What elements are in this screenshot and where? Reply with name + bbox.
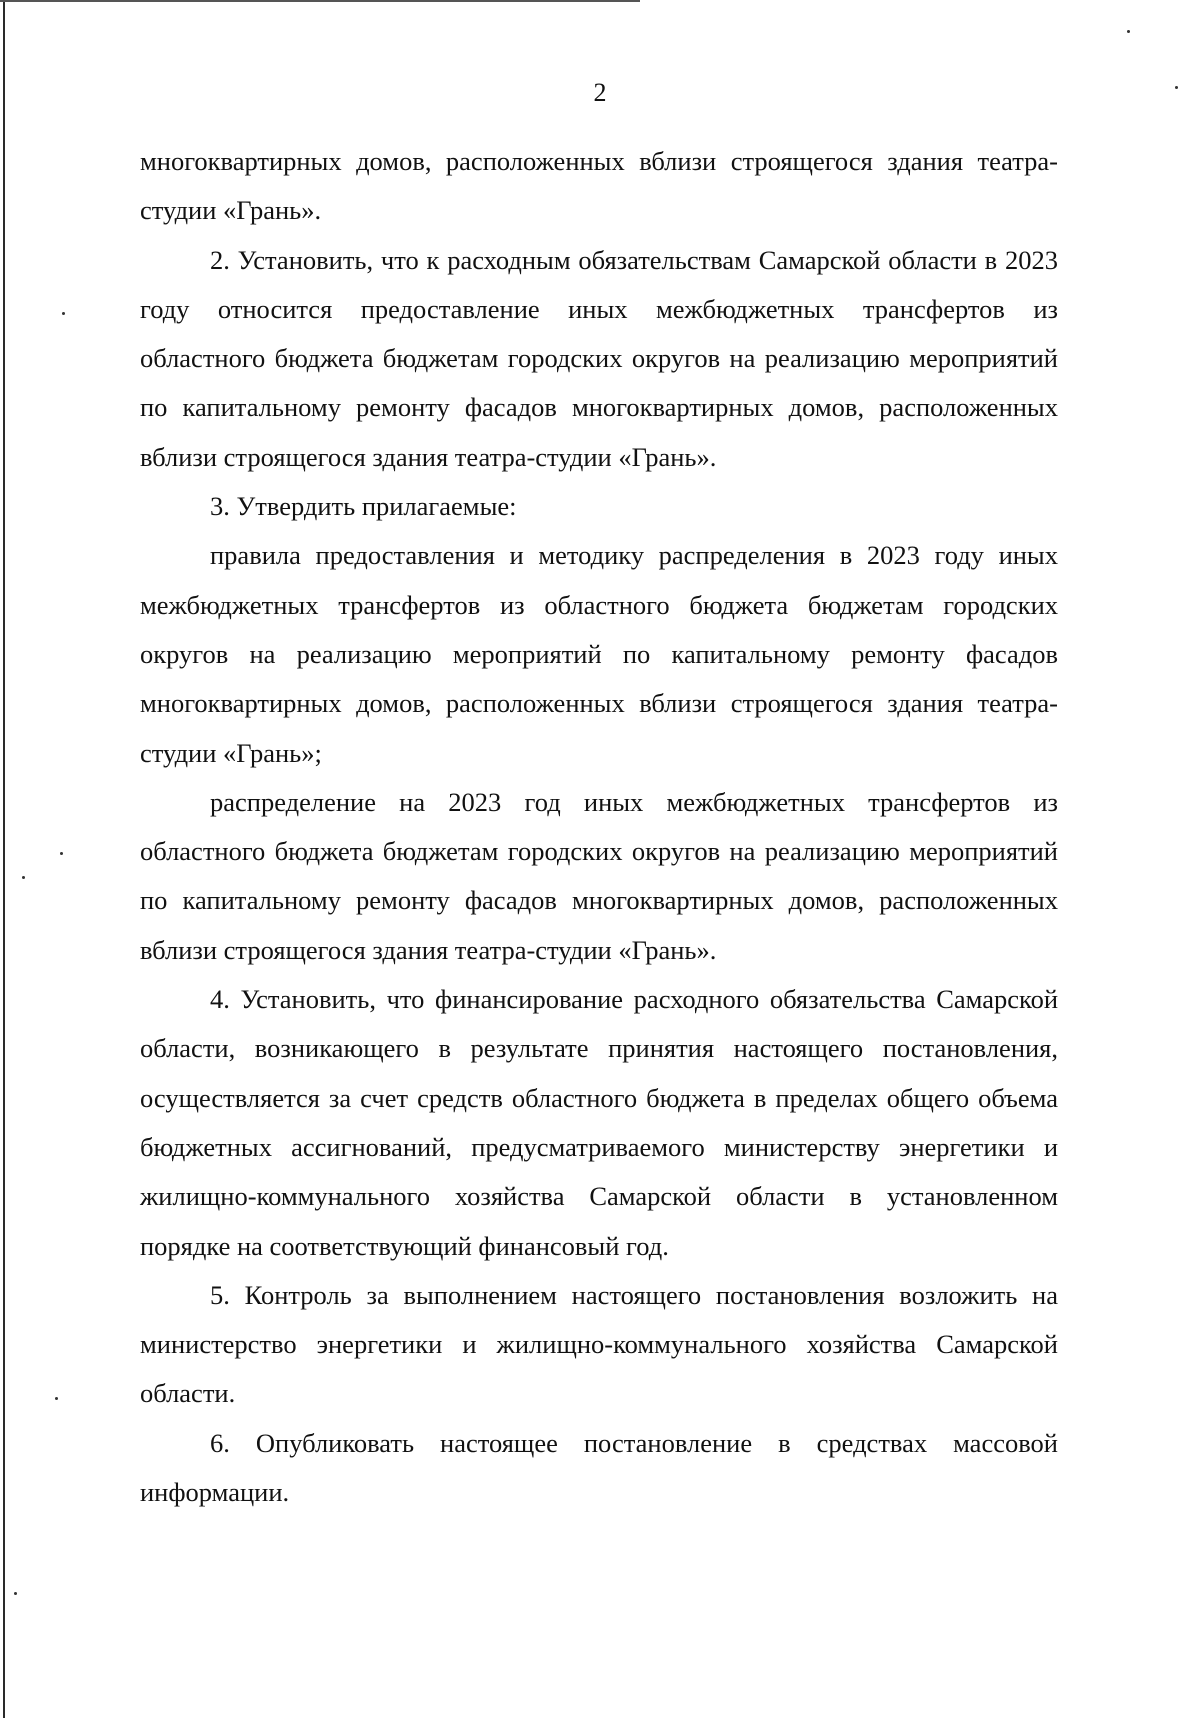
paragraph-continuation: многоквартирных домов, расположенных вблизи строящегося здания театра-студии «Грань». — [140, 146, 1058, 226]
paragraph-item-3: 3. Утвердить прилагаемые: — [210, 491, 517, 522]
scan-edge-left — [3, 0, 5, 1718]
scan-speck — [22, 876, 25, 879]
scan-speck — [62, 312, 65, 315]
scan-edge-top — [0, 0, 640, 2]
paragraph-item-3-rules: правила предоставления и методику распределения в 2023 году иных межбюджетных трансфертов из областного бюджета бюджетам городских округов на реализацию мероприятий по капитальному ремонту фасадов многоквартирных домов, расположенных вблизи строящегося здания театра-студии «Грань»; — [140, 540, 1058, 768]
page-number: 2 — [593, 78, 607, 107]
scan-speck — [55, 1397, 58, 1400]
document-body — [140, 137, 1058, 1517]
scan-speck — [1175, 86, 1178, 89]
paragraph-item-2: 2. Установить, что к расходным обязательствам Самарской области в 2023 году относится предоставление иных межбюджетных трансфертов из областного бюджета бюджетам городских округов на реализацию мероприятий по капитальному ремонту фасадов многоквартирных домов, расположенных вблизи строящегося здания театра-студии «Грань». — [140, 244, 1058, 472]
scan-speck — [60, 852, 63, 855]
paragraph-item-6: 6. Опубликовать настоящее постановление в средствах массовой информации. — [140, 1427, 1058, 1508]
paragraph-item-3-distribution: распределение на 2023 год иных межбюджетных трансфертов из областного бюджета бюджетам городских округов на реализацию мероприятий по капитальному ремонту фасадов многоквартирных домов, расположенных вблизи строящегося здания театра-студии «Грань». — [140, 786, 1058, 965]
paragraph-item-5: 5. Контроль за выполнением настоящего постановления возложить на министерство энергетики и жилищно-коммунального хозяйства Самарской области. — [140, 1279, 1058, 1409]
scan-speck — [14, 1592, 17, 1595]
paragraph-item-4: 4. Установить, что финансирование расходного обязательства Самарской области, возникающего в результате принятия настоящего постановления, осуществляется за счет средств областного бюджета в пределах общего объема бюджетных ассигнований, предусматриваемого министерству энергетики и жилищно-коммунального хозяйства Самарской области в установленном порядке на соответствующий финансовый год. — [140, 984, 1058, 1261]
scan-speck — [1127, 30, 1130, 33]
